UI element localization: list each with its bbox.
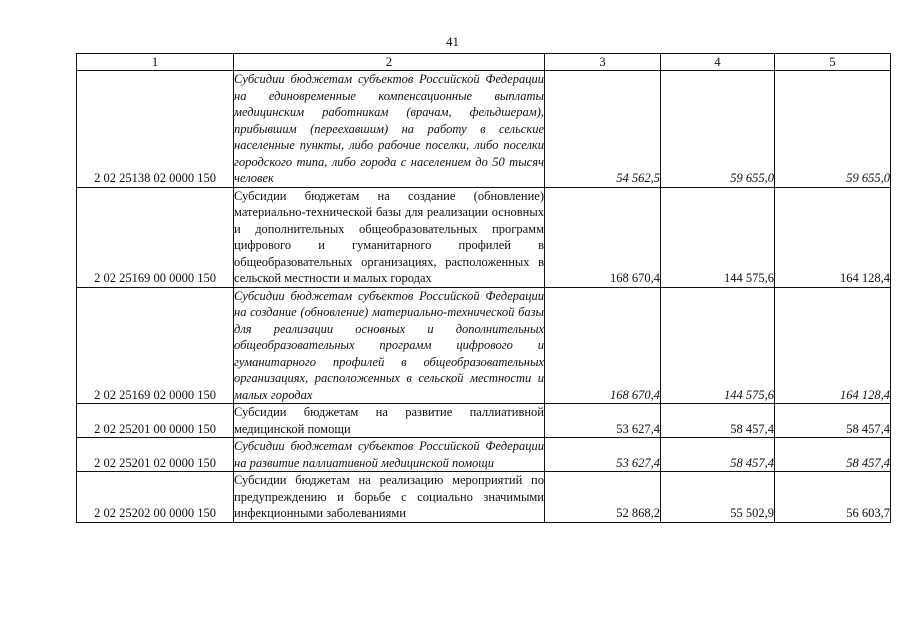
budget-code: 2 02 25169 02 0000 150 — [77, 287, 234, 404]
table-row — [77, 404, 891, 438]
budget-table — [76, 53, 891, 523]
amount-col4: 59 655,0 — [661, 71, 775, 188]
budget-code: 2 02 25138 02 0000 150 — [77, 71, 234, 188]
budget-code: 2 02 25202 00 0000 150 — [77, 472, 234, 523]
table-row — [77, 71, 891, 188]
page-number: 41 — [446, 34, 459, 49]
item-name: Субсидии бюджетам субъектов Российской Федерации на создание (обновление) материально-технической базы для реализации основных и дополнительных общеобразовательных программ цифрового и гуманитарного профилей в общеобразовательных организациях, расположенных в сельской местности и малых городах — [234, 288, 544, 402]
item-name: Субсидии бюджетам субъектов Российской Федерации на развитие паллиативной медицинской помощи — [234, 439, 544, 470]
amount-col3: 53 627,4 — [545, 404, 661, 438]
item-name: Субсидии бюджетам на развитие паллиативной медицинской помощи — [234, 405, 544, 436]
column-header-3: 3 — [545, 54, 661, 71]
column-header-4: 4 — [661, 54, 775, 71]
table-row — [77, 438, 891, 472]
column-number-header — [77, 54, 891, 71]
amount-col5: 58 457,4 — [775, 438, 891, 472]
table-row — [77, 187, 891, 287]
item-name: Субсидии бюджетам субъектов Российской Федерации на единовременные компенсационные выплаты медицинским работникам (врачам, фельдшерам), прибывшим (переехавшим) на работу в сельские населенные пункты, либо рабочие поселки, либо поселки городского типа, либо города с населением до 50 тысяч человек — [234, 72, 544, 185]
amount-col5: 164 128,4 — [775, 187, 891, 287]
amount-col3: 53 627,4 — [545, 438, 661, 472]
column-header-1: 1 — [77, 54, 234, 71]
budget-code: 2 02 25201 00 0000 150 — [77, 404, 234, 438]
amount-col5: 56 603,7 — [775, 472, 891, 523]
amount-col3: 168 670,4 — [545, 187, 661, 287]
amount-col4: 58 457,4 — [661, 438, 775, 472]
amount-col4: 144 575,6 — [661, 187, 775, 287]
item-name: Субсидии бюджетам на реализацию мероприятий по предупреждению и борьбе с социально значимыми инфекционными заболеваниями — [234, 473, 544, 520]
amount-col4: 58 457,4 — [661, 404, 775, 438]
budget-code: 2 02 25201 02 0000 150 — [77, 438, 234, 472]
amount-col3: 52 868,2 — [545, 472, 661, 523]
amount-col4: 55 502,9 — [661, 472, 775, 523]
amount-col3: 168 670,4 — [545, 287, 661, 404]
amount-col4: 144 575,6 — [661, 287, 775, 404]
table-row — [77, 287, 891, 404]
amount-col5: 58 457,4 — [775, 404, 891, 438]
amount-col5: 164 128,4 — [775, 287, 891, 404]
amount-col5: 59 655,0 — [775, 71, 891, 188]
column-header-2: 2 — [234, 54, 545, 71]
table-row — [77, 472, 891, 523]
amount-col3: 54 562,5 — [545, 71, 661, 188]
column-header-5: 5 — [775, 54, 891, 71]
budget-code: 2 02 25169 00 0000 150 — [77, 187, 234, 287]
item-name: Субсидии бюджетам на создание (обновление) материально-технической базы для реализации основных и дополнительных общеобразовательных программ цифрового и гуманитарного профилей в общеобразовательных организациях, расположенных в сельской местности и малых городах — [234, 188, 544, 285]
